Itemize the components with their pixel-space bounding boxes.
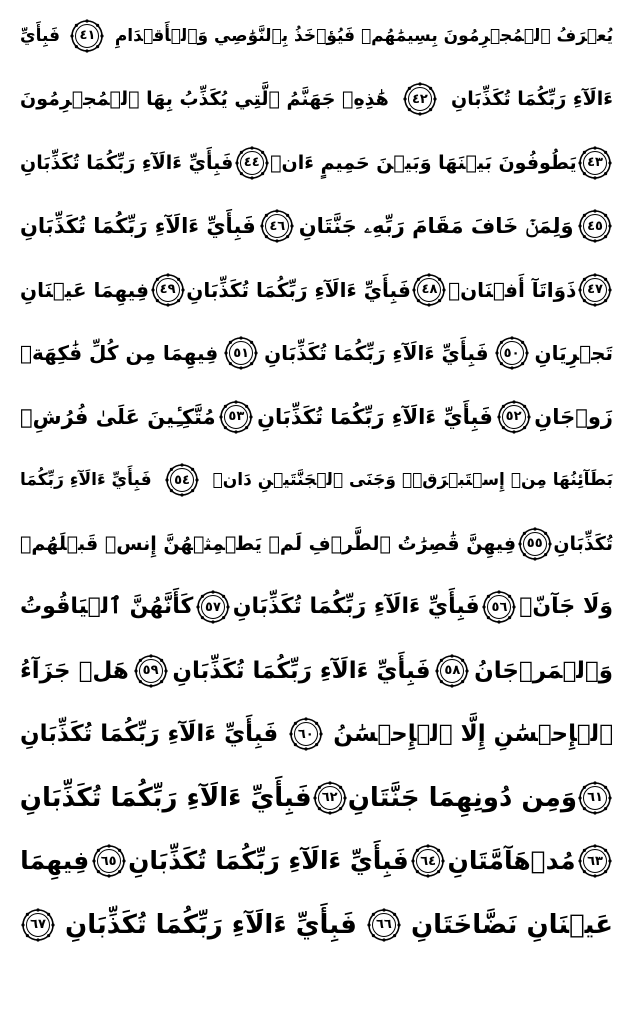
verse-number: ٤٩ — [159, 282, 176, 298]
verse-number-marker — [69, 18, 105, 54]
verse-number: ٦١ — [587, 790, 603, 806]
verse-line — [20, 639, 613, 703]
verse-number: ٤١ — [79, 28, 96, 44]
verse-text: زَوۡجَانِ — [534, 404, 613, 429]
verse-number-marker — [366, 907, 402, 943]
verse-number: ٥٠ — [503, 345, 520, 361]
verse-number: ٤٣ — [587, 155, 603, 171]
verse-text: ءَالَآءِ رَبِّكُمَا تُكَذِّبَانِ — [451, 88, 613, 111]
verse-number: ٦٢ — [321, 790, 338, 806]
verse-number: ٤٦ — [269, 218, 286, 234]
verse-number-marker — [517, 526, 553, 562]
verse-number-marker — [410, 843, 446, 879]
verse-number-marker — [150, 272, 186, 308]
verse-line — [20, 830, 613, 894]
verse-text: فِيهِمَا مِن كُلِّ فَٰكِهَةٖ — [20, 341, 219, 366]
verse-number: ٦٣ — [587, 853, 603, 869]
verse-number: ٥٧ — [205, 599, 221, 615]
verse-line — [20, 131, 613, 195]
verse-text: فَبِأَيِّ ءَالَآءِ رَبِّكُمَا تُكَذِّبَانِ — [20, 721, 279, 748]
verse-text: بَطَآئِنُهَا مِنۡ إِسۡتَبۡرَقٖۚ وَجَنَى ٱلۡجَنَّتَيۡنِ دَانٖ — [212, 470, 613, 491]
verse-text: فِيهِمَا عَيۡنَانِ — [20, 277, 149, 302]
verse-text: ذَوَاتَآ أَفۡنَانٖ — [448, 277, 577, 302]
verse-number-marker — [577, 272, 613, 308]
verse-text: هَٰذِهِۦ جَهَنَّمُ ٱلَّتِي يُكَذِّبُ بِهَا ٱلۡمُجۡرِمُونَ — [20, 88, 389, 111]
verse-text: كَأَنَّهُنَّ ٱلۡيَاقُوتُ — [20, 594, 194, 620]
verse-line — [20, 512, 613, 576]
verse-number: ٥٤ — [174, 472, 190, 488]
verse-text: وَلَا جَآنّٞ — [519, 594, 613, 620]
verse-number-marker — [494, 335, 530, 371]
verse-line — [20, 893, 613, 957]
verse-text: فَبِأَيِّ ءَالَآءِ رَبِّكُمَا تُكَذِّبَانِ — [65, 909, 357, 940]
verse-line — [20, 195, 613, 259]
verse-number-marker — [402, 81, 438, 117]
verse-text: مُدۡهَآمَّتَانِ — [447, 846, 576, 876]
verse-number: ٥٩ — [142, 663, 159, 679]
verse-text: وَلِمَنۡ خَافَ مَقَامَ رَبِّهِۦ جَنَّتَانِ — [298, 214, 574, 239]
verse-number-marker — [481, 589, 517, 625]
verse-number: ٦٠ — [297, 726, 314, 742]
verse-text: فَبِأَيِّ ءَالَآءِ رَبِّكُمَا تُكَذِّبَانِ — [20, 151, 234, 174]
verse-number-marker — [218, 399, 254, 435]
verse-number-marker — [434, 653, 470, 689]
verse-number: ٤٧ — [587, 282, 603, 298]
verse-number-marker — [20, 907, 56, 943]
verse-line — [20, 68, 613, 132]
verse-text: فَبِأَيِّ ءَالَآءِ رَبِّكُمَا تُكَذِّبَانِ — [232, 594, 480, 620]
verse-number-marker — [577, 780, 613, 816]
verse-text: فِيهِمَا — [20, 846, 90, 876]
verse-text: فَبِأَيِّ ءَالَآءِ رَبِّكُمَا تُكَذِّبَانِ — [172, 657, 431, 684]
verse-line — [20, 322, 613, 386]
verse-number: ٦٧ — [30, 917, 46, 933]
verse-number: ٥٨ — [444, 663, 461, 679]
verse-number-marker — [577, 145, 613, 181]
verse-text: فَبِأَيِّ ءَالَآءِ رَبِّكُمَا تُكَذِّبَانِ — [20, 782, 312, 813]
verse-text: فِيهِنَّ قَٰصِرَٰتُ ٱلطَّرۡفِ لَمۡ يَطۡمِثۡهُنَّ إِنسٞ قَبۡلَهُمۡ — [20, 532, 517, 555]
verse-number: ٦٥ — [100, 853, 117, 869]
verse-number: ٥٥ — [526, 536, 543, 552]
verse-number: ٥١ — [233, 345, 250, 361]
verse-number-marker — [223, 335, 259, 371]
verse-number-marker — [312, 780, 348, 816]
verse-number: ٦٦ — [376, 917, 392, 933]
verse-text: فَبِأَيِّ ءَالَآءِ رَبِّكُمَا — [20, 470, 152, 491]
verse-number: ٤٤ — [243, 155, 260, 171]
verse-line — [20, 766, 613, 830]
verse-number-marker — [259, 208, 295, 244]
verse-line — [20, 703, 613, 767]
verse-number-marker — [164, 462, 200, 498]
verse-text: فَبِأَيِّ ءَالَآءِ رَبِّكُمَا تُكَذِّبَانِ — [186, 277, 411, 302]
verse-text: فَبِأَيِّ ءَالَآءِ رَبِّكُمَا تُكَذِّبَانِ — [257, 404, 493, 429]
verse-line — [20, 4, 613, 68]
verse-text: تَجۡرِيَانِ — [534, 341, 613, 366]
verse-number: ٥٢ — [505, 409, 522, 425]
verse-text: وَمِن دُونِهِمَا جَنَّتَانِ — [347, 782, 577, 813]
verse-line — [20, 449, 613, 513]
verse-number-marker — [577, 843, 613, 879]
verse-number: ٤٢ — [411, 91, 428, 107]
verse-text: فَبِأَيِّ — [20, 25, 61, 46]
verse-text: هَلۡ جَزَآءُ — [20, 657, 129, 684]
verse-number-marker — [288, 716, 324, 752]
verse-number: ٤٨ — [421, 282, 438, 298]
verse-line — [20, 258, 613, 322]
verse-text: فَبِأَيِّ ءَالَآءِ رَبِّكُمَا تُكَذِّبَانِ — [264, 341, 489, 366]
verse-number-marker — [496, 399, 532, 435]
verse-text: ٱلۡإِحۡسَٰنِ إِلَّا ٱلۡإِحۡسَٰنُ — [333, 721, 613, 748]
verse-number: ٤٥ — [587, 218, 603, 234]
verse-text: فَبِأَيِّ ءَالَآءِ رَبِّكُمَا تُكَذِّبَانِ — [20, 214, 256, 239]
verse-number: ٥٦ — [491, 599, 508, 615]
verse-number-marker — [133, 653, 169, 689]
verse-text: تُكَذِّبَانِ — [553, 532, 613, 555]
verse-number: ٦٤ — [420, 853, 437, 869]
verse-text: عَيۡنَانِ نَضَّاخَتَانِ — [410, 909, 613, 940]
verse-text: يَطُوفُونَ بَيۡنَهَا وَبَيۡنَ حَمِيمٍ ءَانٖ — [270, 151, 577, 174]
verse-text: مُتَّكِـِٔينَ عَلَىٰ فُرُشِۭ — [20, 404, 216, 429]
verse-number-marker — [91, 843, 127, 879]
verse-line — [20, 576, 613, 640]
verse-text: يُعۡرَفُ ٱلۡمُجۡرِمُونَ بِسِيمَٰهُمۡ فَيُؤۡخَذُ بِٱلنَّوَٰصِي وَٱلۡأَقۡدَامِ — [114, 25, 613, 46]
verse-number-marker — [195, 589, 231, 625]
verse-line — [20, 385, 613, 449]
verse-number-marker — [411, 272, 447, 308]
verse-number-marker — [577, 208, 613, 244]
verse-lines — [20, 4, 613, 957]
verse-text: فَبِأَيِّ ءَالَآءِ رَبِّكُمَا تُكَذِّبَانِ — [128, 846, 409, 876]
verse-number-marker — [234, 145, 270, 181]
verse-number: ٥٣ — [228, 409, 245, 425]
verse-text: وَٱلۡمَرۡجَانُ — [474, 657, 613, 684]
